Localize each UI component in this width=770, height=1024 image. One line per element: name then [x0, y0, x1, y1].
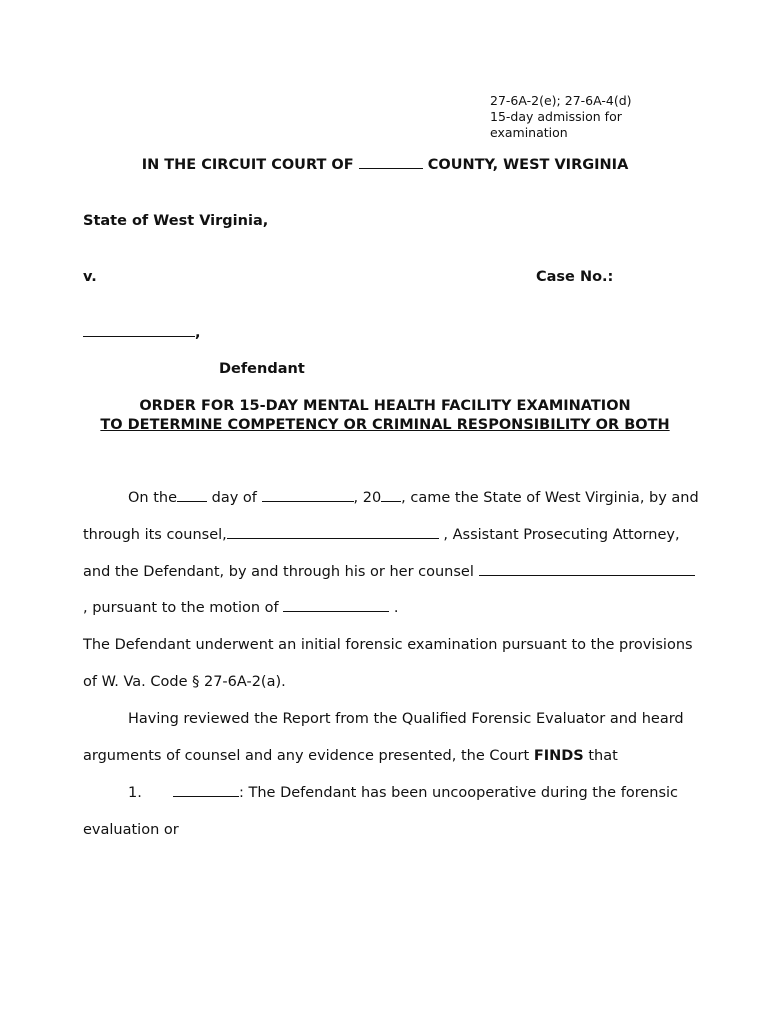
defendant-label: Defendant: [219, 361, 305, 377]
year-blank[interactable]: [381, 500, 401, 502]
finding-1-blank[interactable]: [173, 795, 239, 797]
p4-period: .: [393, 600, 399, 616]
court-prefix: IN THE CIRCUIT COURT OF: [141, 157, 354, 173]
p8-arguments: arguments of counsel and any evidence presented, the Court: [83, 748, 530, 764]
body-line-7: Having reviewed the Report from the Qualified Forensic Evaluator and heard: [128, 711, 684, 727]
body-line-3: [83, 564, 695, 580]
p8-finds: FINDS: [533, 748, 584, 764]
plaintiff-name: State of West Virginia,: [83, 213, 269, 229]
finding-item-1: [128, 785, 142, 801]
defense-counsel-blank[interactable]: [479, 574, 695, 576]
p3-defendant-counsel: and the Defendant, by and through his or her counsel: [83, 564, 474, 580]
p1-twenty: , 20: [353, 490, 382, 506]
p1-day-of: day of: [211, 490, 257, 506]
prosecutor-name-blank[interactable]: [227, 537, 439, 539]
finding-1-continuation: evaluation or: [83, 822, 179, 838]
p2-assistant-prosecutor: , Assistant Prosecuting Attorney,: [443, 527, 680, 543]
p2-through-counsel: through its counsel,: [83, 527, 227, 543]
rule-ref-line-2: 15-day admission for: [490, 109, 622, 124]
p4-pursuant-motion: , pursuant to the motion of: [83, 600, 279, 616]
order-title-line-1: ORDER FOR 15-DAY MENTAL HEALTH FACILITY EXAMINATION: [139, 398, 631, 414]
finding-1-number: 1.: [128, 785, 142, 801]
month-blank[interactable]: [262, 500, 354, 502]
body-line-1: [128, 490, 699, 506]
motion-party-blank[interactable]: [283, 610, 389, 612]
county-blank[interactable]: [359, 167, 423, 169]
finding-item-1-text: [173, 785, 678, 801]
body-line-6: of W. Va. Code § 27-6A-2(a).: [83, 674, 286, 690]
court-heading: [0, 157, 770, 173]
p1-on-the: On the: [128, 490, 178, 506]
p1-came-state: , came the State of West Virginia, by and: [401, 490, 699, 506]
rule-ref-line-3: examination: [490, 125, 568, 140]
body-line-4: [83, 600, 398, 616]
order-title-line-2: TO DETERMINE COMPETENCY OR CRIMINAL RESPONSIBILITY OR BOTH: [100, 417, 670, 433]
p8-that: that: [588, 748, 618, 764]
finding-1-text: : The Defendant has been uncooperative during the forensic: [239, 785, 679, 801]
day-blank[interactable]: [177, 500, 207, 502]
case-number-label: Case No.:: [536, 269, 614, 285]
rule-reference: [490, 93, 690, 141]
body-line-5: The Defendant underwent an initial forensic examination pursuant to the provisions: [83, 637, 693, 653]
court-suffix: COUNTY, WEST VIRGINIA: [427, 157, 629, 173]
body-line-2: [83, 527, 680, 543]
rule-ref-line-1: 27-6A-2(e); 27-6A-4(d): [490, 93, 632, 108]
body-line-8: [83, 748, 618, 764]
defendant-name-blank[interactable]: [83, 335, 195, 337]
defendant-name-line: [83, 325, 201, 341]
versus-label: v.: [83, 269, 97, 285]
defendant-comma: ,: [195, 325, 201, 341]
